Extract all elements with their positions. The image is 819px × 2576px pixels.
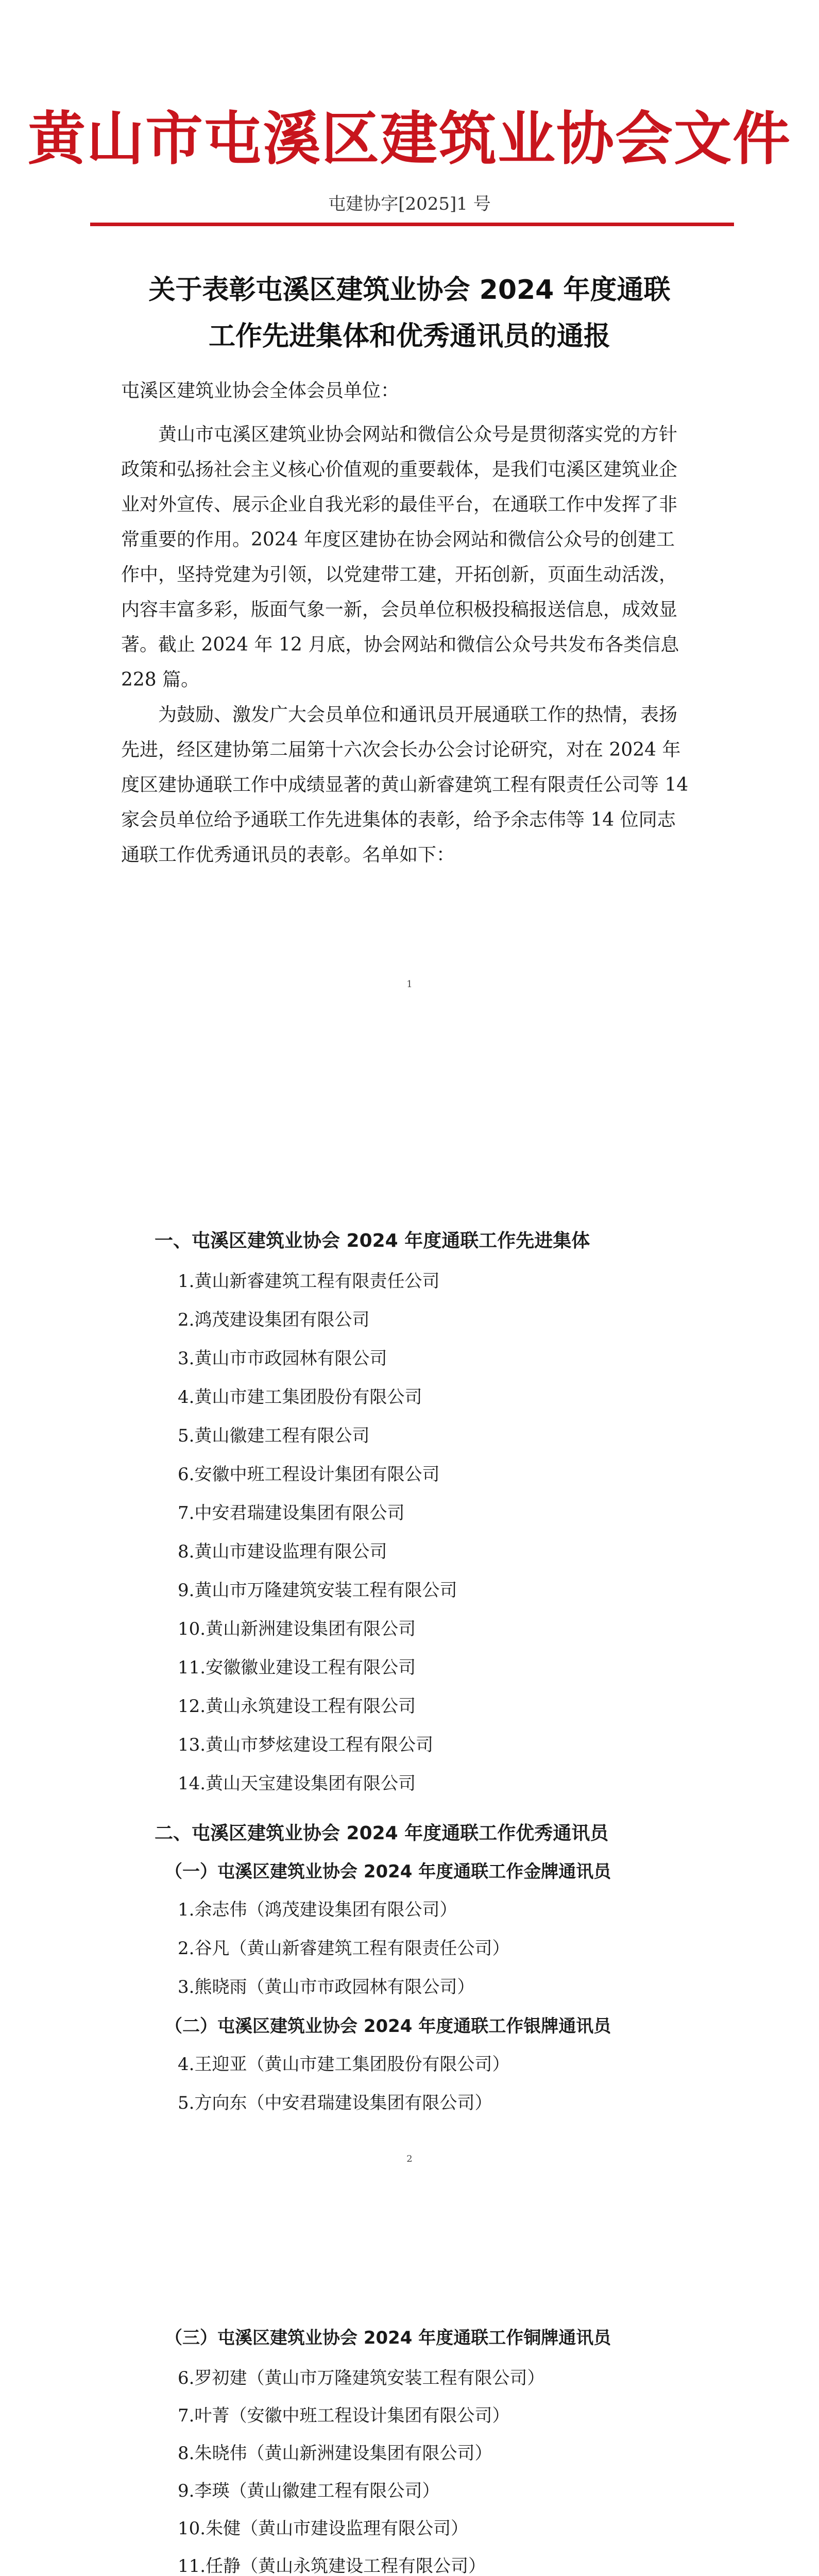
section1-heading: 一、屯溪区建筑业协会 2024 年度通联工作先进集体: [155, 1230, 590, 1251]
list-item: 11.安徽徽业建设工程有限公司: [178, 1657, 416, 1678]
list-item: 14.黄山天宝建设集团有限公司: [178, 1773, 416, 1794]
list-item: 6.安徽中班工程设计集团有限公司: [178, 1464, 440, 1485]
list-item: 7.中安君瑞建设集团有限公司: [178, 1503, 405, 1523]
page-number-1: 1: [406, 979, 413, 990]
gold-list: [178, 1891, 509, 2007]
list-item: 12.黄山永筑建设工程有限公司: [178, 1696, 416, 1717]
list-item: 4.黄山市建工集团股份有限公司: [178, 1387, 422, 1408]
title-line-2: 工作先进集体和优秀通讯员的通报: [208, 321, 610, 352]
title-line-1: 关于表彰屯溪区建筑业协会 2024 年度通联: [148, 275, 671, 306]
list-item: 2.谷凡（黄山新睿建筑工程有限责任公司）: [178, 1938, 510, 1959]
section2-heading: 二、屯溪区建筑业协会 2024 年度通联工作优秀通讯员: [155, 1823, 609, 1844]
silver-heading: （二）屯溪区建筑业协会 2024 年度通联工作银牌通讯员: [165, 2016, 611, 2037]
silver-list: [178, 2045, 509, 2123]
list-item: 11.任静（黄山永筑建设工程有限公司）: [178, 2556, 486, 2576]
list-item: 6.罗初建（黄山市万隆建筑安装工程有限公司）: [178, 2368, 545, 2388]
red-divider: [90, 223, 734, 226]
list-item: 1.黄山新睿建筑工程有限责任公司: [178, 1271, 440, 1292]
list-item: 3.黄山市市政园林有限公司: [178, 1348, 387, 1369]
list-item: 5.黄山徽建工程有限公司: [178, 1426, 370, 1446]
document-number: 屯建协字[2025]1 号: [328, 194, 491, 214]
bronze-list: [178, 2360, 544, 2576]
list-item: 2.鸿茂建设集团有限公司: [178, 1310, 370, 1330]
body-paragraph-2: 为鼓励、激发广大会员单位和通讯员开展通联工作的热情，表扬先进，经区建协第二届第十六次会长办公会讨论研究，对在 2024 年度区建协通联工作中成绩显著的黄山新睿建筑工程有限责任公司等 14 家会员单位给予通联工作先进集体的表彰，给予余志伟等 14 位同志通联工作优秀通讯员的表彰。名单如下：: [121, 704, 689, 866]
gold-heading: （一）屯溪区建筑业协会 2024 年度通联工作金牌通讯员: [165, 1861, 611, 1882]
list-item: 10.朱健（黄山市建设监理有限公司）: [178, 2518, 469, 2539]
page-number-2: 2: [406, 2154, 413, 2164]
list-item: 10.黄山新洲建设集团有限公司: [178, 1619, 416, 1639]
list-item: 5.方向东（中安君瑞建设集团有限公司）: [178, 2093, 492, 2113]
document-masthead: 黄山市屯溪区建筑业协会文件: [28, 106, 791, 173]
body-paragraph-1: 黄山市屯溪区建筑业协会网站和微信公众号是贯彻落实党的方针政策和弘扬社会主义核心价值观的重要载体，是我们屯溪区建筑业企业对外宣传、展示企业自我光彩的最佳平台，在通联工作中发挥了非常重要的作用。2024 年度区建协在协会网站和微信公众号的创建工作中，坚持党建为引领，以党建带工建，开拓创新，页面生动活泼，内容丰富多彩，版面气象一新，会员单位积极投稿报送信息，成效显著。截止 2024 年 12 月底，协会网站和微信公众号共发布各类信息 228 篇。: [121, 424, 679, 690]
list-item: 8.朱晓伟（黄山新洲建设集团有限公司）: [178, 2443, 492, 2464]
list-item: 1.余志伟（鸿茂建设集团有限公司）: [178, 1900, 457, 1920]
list-item: 13.黄山市梦炫建设工程有限公司: [178, 1735, 434, 1755]
list-item: 9.黄山市万隆建筑安装工程有限公司: [178, 1580, 457, 1601]
list-item: 8.黄山市建设监理有限公司: [178, 1541, 387, 1562]
section1-list: [178, 1262, 457, 1803]
body-paragraphs: [121, 417, 693, 873]
salutation: 屯溪区建筑业协会全体会员单位：: [121, 380, 400, 401]
list-item: 9.李瑛（黄山徽建工程有限公司）: [178, 2481, 440, 2501]
list-item: 3.熊晓雨（黄山市市政园林有限公司）: [178, 1977, 475, 1997]
list-item: 4.王迎亚（黄山市建工集团股份有限公司）: [178, 2054, 510, 2075]
list-item: 7.叶菁（安徽中班工程设计集团有限公司）: [178, 2405, 510, 2426]
bronze-heading: （三）屯溪区建筑业协会 2024 年度通联工作铜牌通讯员: [165, 2328, 611, 2348]
